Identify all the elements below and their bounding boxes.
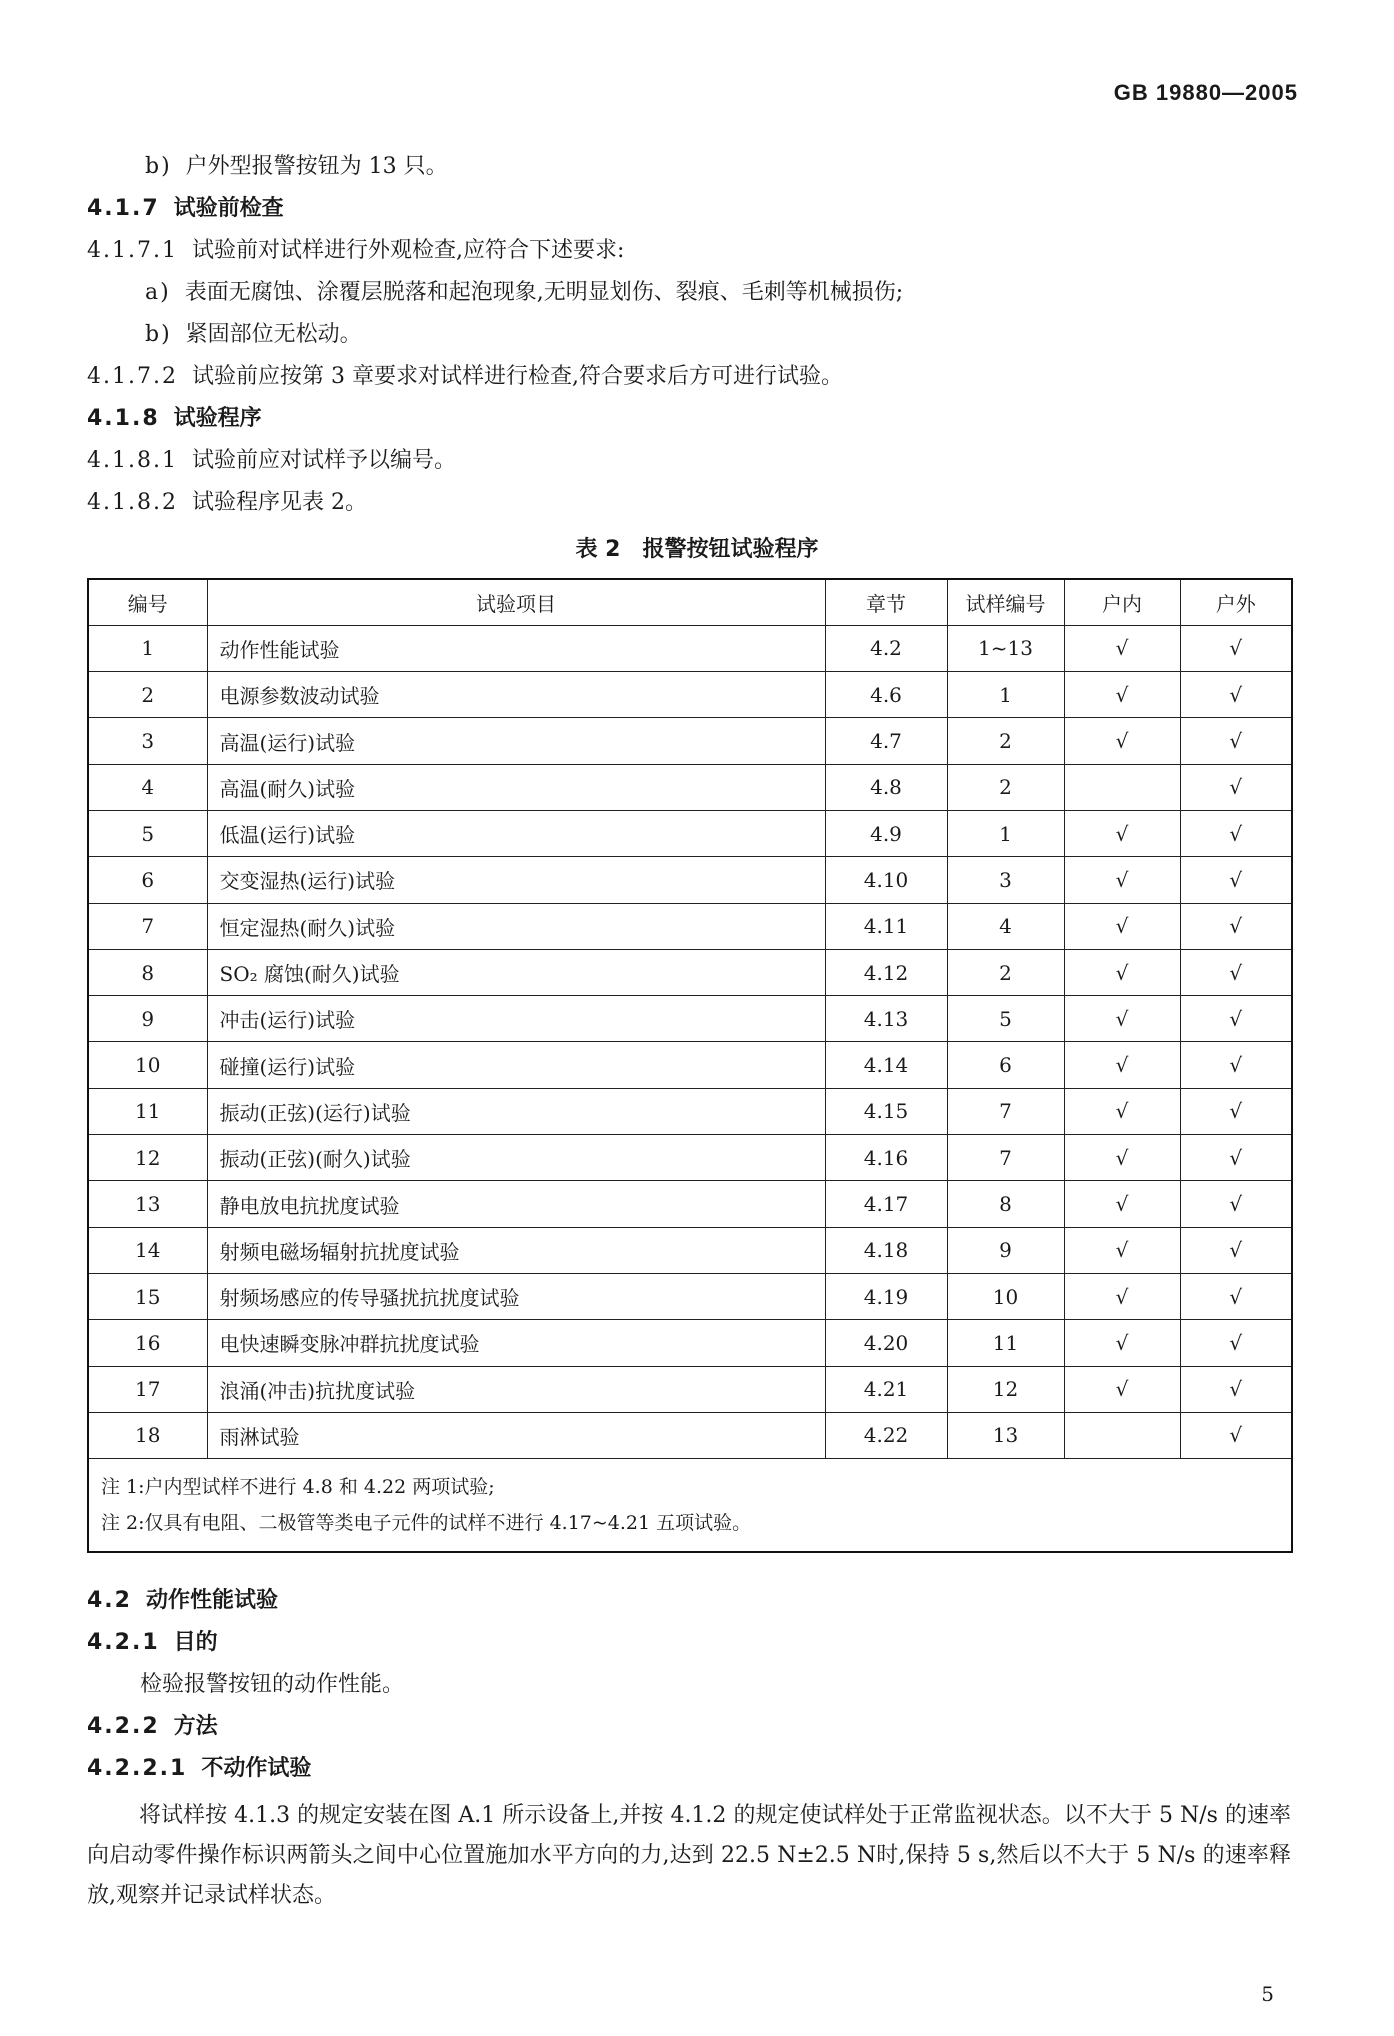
cell-no: 5 xyxy=(88,810,207,856)
cell-clause: 4.16 xyxy=(825,1135,947,1181)
cell-outdoor: √ xyxy=(1180,625,1292,671)
cell-no: 9 xyxy=(88,996,207,1042)
cell-indoor: √ xyxy=(1064,949,1180,995)
purpose-text: 检验报警按钮的动作性能。 xyxy=(140,1672,405,1697)
cell-item: 冲击(运行)试验 xyxy=(207,996,825,1042)
cell-sample-no: 8 xyxy=(947,1181,1064,1227)
cell-no: 6 xyxy=(88,857,207,903)
table-row xyxy=(88,810,1292,856)
table-row xyxy=(88,1412,1292,1458)
header-sample-no: 试样编号 xyxy=(947,579,1064,625)
cell-sample-no: 13 xyxy=(947,1412,1064,1458)
cell-item: 动作性能试验 xyxy=(207,625,825,671)
cell-item: 电源参数波动试验 xyxy=(207,672,825,718)
cell-item: 高温(运行)试验 xyxy=(207,718,825,764)
cell-indoor xyxy=(1064,764,1180,810)
cell-item: 雨淋试验 xyxy=(207,1412,825,1458)
item-num: b) xyxy=(145,154,172,179)
item-num: b) xyxy=(145,322,172,347)
cell-outdoor: √ xyxy=(1180,1227,1292,1273)
clause-text: 试验程序见表 2。 xyxy=(191,490,367,515)
cell-indoor: √ xyxy=(1064,1088,1180,1134)
cell-indoor: √ xyxy=(1064,1042,1180,1088)
table-row xyxy=(88,625,1292,671)
cell-item: 低温(运行)试验 xyxy=(207,810,825,856)
cell-outdoor: √ xyxy=(1180,764,1292,810)
cell-item: 电快速瞬变脉冲群抗扰度试验 xyxy=(207,1320,825,1366)
cell-indoor: √ xyxy=(1064,1366,1180,1412)
header-indoor: 户内 xyxy=(1064,579,1180,625)
table-row xyxy=(88,949,1292,995)
heading-text: 试验程序 xyxy=(173,406,262,431)
heading-text: 试验前检查 xyxy=(173,196,284,221)
body-paragraph: 将试样按 4.1.3 的规定安装在图 A.1 所示设备上,并按 4.1.2 的规定使试样处于正常监视状态。以不大于 5 N/s 的速率向启动零件操作标识两箭头之间中心位置施加水平方向的力,达到 22.5 N±2.5 N时,保持 5 s,然后以不大于 5 N/s 的速率释放,观察并记录试样状态。 xyxy=(87,1803,1291,1908)
cell-clause: 4.11 xyxy=(825,903,947,949)
list-item-a xyxy=(145,278,903,308)
cell-indoor: √ xyxy=(1064,996,1180,1042)
cell-no: 11 xyxy=(88,1088,207,1134)
table-notes-row xyxy=(88,1459,1292,1553)
cell-no: 2 xyxy=(88,672,207,718)
cell-sample-no: 11 xyxy=(947,1320,1064,1366)
cell-outdoor: √ xyxy=(1180,810,1292,856)
heading-4-1-7 xyxy=(87,194,284,224)
cell-indoor: √ xyxy=(1064,1135,1180,1181)
table-row xyxy=(88,903,1292,949)
cell-no: 18 xyxy=(88,1412,207,1458)
cell-outdoor: √ xyxy=(1180,996,1292,1042)
cell-sample-no: 2 xyxy=(947,718,1064,764)
header-clause: 章节 xyxy=(825,579,947,625)
table-caption: 表 2 报警按钮试验程序 xyxy=(575,537,819,562)
heading-num: 4.2 xyxy=(87,1588,132,1613)
clause-text: 试验前对试样进行外观检查,应符合下述要求: xyxy=(191,238,625,263)
cell-sample-no: 9 xyxy=(947,1227,1064,1273)
clause-num: 4.1.8.1 xyxy=(87,448,178,473)
item-text: 紧固部位无松动。 xyxy=(185,322,362,347)
header-item: 试验项目 xyxy=(207,579,825,625)
cell-sample-no: 2 xyxy=(947,949,1064,995)
table-header-row xyxy=(88,579,1292,625)
table-row xyxy=(88,1181,1292,1227)
cell-clause: 4.9 xyxy=(825,810,947,856)
cell-indoor: √ xyxy=(1064,672,1180,718)
heading-4-2-2-1 xyxy=(87,1754,311,1784)
cell-indoor: √ xyxy=(1064,903,1180,949)
cell-item: 振动(正弦)(运行)试验 xyxy=(207,1088,825,1134)
cell-no: 12 xyxy=(88,1135,207,1181)
cell-clause: 4.10 xyxy=(825,857,947,903)
cell-indoor: √ xyxy=(1064,857,1180,903)
cell-outdoor: √ xyxy=(1180,949,1292,995)
cell-sample-no: 1~13 xyxy=(947,625,1064,671)
cell-indoor: √ xyxy=(1064,1227,1180,1273)
cell-clause: 4.2 xyxy=(825,625,947,671)
cell-no: 14 xyxy=(88,1227,207,1273)
cell-item: 射频电磁场辐射抗扰度试验 xyxy=(207,1227,825,1273)
cell-no: 13 xyxy=(88,1181,207,1227)
heading-text: 动作性能试验 xyxy=(145,1588,278,1613)
note-2: 注 2:仅具有电阻、二极管等类电子元件的试样不进行 4.17~4.21 五项试验。 xyxy=(101,1512,752,1535)
cell-item: 振动(正弦)(耐久)试验 xyxy=(207,1135,825,1181)
cell-clause: 4.17 xyxy=(825,1181,947,1227)
list-item-b-outdoor xyxy=(145,152,448,182)
heading-num: 4.2.2.1 xyxy=(87,1756,188,1781)
heading-4-2-1 xyxy=(87,1628,218,1658)
table-notes xyxy=(88,1459,1292,1553)
heading-text: 目的 xyxy=(173,1630,218,1655)
clause-4-1-8-1 xyxy=(87,446,456,476)
cell-indoor xyxy=(1064,1412,1180,1458)
clause-4-1-7-2 xyxy=(87,362,843,392)
cell-clause: 4.20 xyxy=(825,1320,947,1366)
cell-item: 交变湿热(运行)试验 xyxy=(207,857,825,903)
table-row xyxy=(88,1088,1292,1134)
table-row xyxy=(88,718,1292,764)
cell-clause: 4.21 xyxy=(825,1366,947,1412)
cell-outdoor: √ xyxy=(1180,1320,1292,1366)
heading-4-1-8 xyxy=(87,404,262,434)
cell-no: 15 xyxy=(88,1273,207,1319)
cell-outdoor: √ xyxy=(1180,1181,1292,1227)
cell-clause: 4.8 xyxy=(825,764,947,810)
clause-num: 4.1.7.1 xyxy=(87,238,178,263)
cell-no: 1 xyxy=(88,625,207,671)
table-row xyxy=(88,1273,1292,1319)
standard-number: GB 19880—2005 xyxy=(1113,80,1298,105)
cell-clause: 4.15 xyxy=(825,1088,947,1134)
cell-sample-no: 7 xyxy=(947,1135,1064,1181)
cell-no: 4 xyxy=(88,764,207,810)
cell-outdoor: √ xyxy=(1180,1273,1292,1319)
heading-num: 4.1.7 xyxy=(87,196,160,221)
cell-sample-no: 6 xyxy=(947,1042,1064,1088)
cell-item: 碰撞(运行)试验 xyxy=(207,1042,825,1088)
item-num: a) xyxy=(145,280,171,305)
header-no: 编号 xyxy=(88,579,207,625)
heading-num: 4.1.8 xyxy=(87,406,160,431)
table-row xyxy=(88,764,1292,810)
cell-clause: 4.18 xyxy=(825,1227,947,1273)
cell-sample-no: 1 xyxy=(947,672,1064,718)
cell-outdoor: √ xyxy=(1180,857,1292,903)
cell-sample-no: 2 xyxy=(947,764,1064,810)
cell-no: 17 xyxy=(88,1366,207,1412)
cell-no: 3 xyxy=(88,718,207,764)
table-row xyxy=(88,1320,1292,1366)
cell-clause: 4.13 xyxy=(825,996,947,1042)
cell-clause: 4.7 xyxy=(825,718,947,764)
cell-outdoor: √ xyxy=(1180,1088,1292,1134)
heading-4-2 xyxy=(87,1586,278,1616)
cell-clause: 4.19 xyxy=(825,1273,947,1319)
cell-outdoor: √ xyxy=(1180,1412,1292,1458)
cell-item: 高温(耐久)试验 xyxy=(207,764,825,810)
clause-4-1-8-2 xyxy=(87,488,367,518)
item-text: 户外型报警按钮为 13 只。 xyxy=(185,154,448,179)
cell-sample-no: 3 xyxy=(947,857,1064,903)
cell-sample-no: 1 xyxy=(947,810,1064,856)
cell-outdoor: √ xyxy=(1180,672,1292,718)
cell-outdoor: √ xyxy=(1180,1135,1292,1181)
cell-no: 7 xyxy=(88,903,207,949)
cell-no: 8 xyxy=(88,949,207,995)
cell-sample-no: 10 xyxy=(947,1273,1064,1319)
cell-outdoor: √ xyxy=(1180,1042,1292,1088)
cell-outdoor: √ xyxy=(1180,718,1292,764)
header-outdoor: 户外 xyxy=(1180,579,1292,625)
heading-text: 不动作试验 xyxy=(201,1756,312,1781)
cell-item: 恒定湿热(耐久)试验 xyxy=(207,903,825,949)
cell-clause: 4.12 xyxy=(825,949,947,995)
clause-text: 试验前应对试样予以编号。 xyxy=(191,448,456,473)
item-text: 表面无腐蚀、涂覆层脱落和起泡现象,无明显划伤、裂痕、毛刺等机械损伤; xyxy=(184,280,904,305)
table-row xyxy=(88,857,1292,903)
cell-indoor: √ xyxy=(1064,1273,1180,1319)
cell-outdoor: √ xyxy=(1180,1366,1292,1412)
cell-indoor: √ xyxy=(1064,718,1180,764)
clause-num: 4.1.7.2 xyxy=(87,364,178,389)
cell-no: 16 xyxy=(88,1320,207,1366)
heading-text: 方法 xyxy=(173,1714,218,1739)
cell-outdoor: √ xyxy=(1180,903,1292,949)
cell-indoor: √ xyxy=(1064,1320,1180,1366)
test-procedure-table xyxy=(87,578,1293,1553)
clause-text: 试验前应按第 3 章要求对试样进行检查,符合要求后方可进行试验。 xyxy=(191,364,843,389)
cell-item: 静电放电抗扰度试验 xyxy=(207,1181,825,1227)
cell-item: 射频场感应的传导骚扰抗扰度试验 xyxy=(207,1273,825,1319)
table-row xyxy=(88,1227,1292,1273)
note-1: 注 1:户内型试样不进行 4.8 和 4.22 两项试验; xyxy=(101,1476,495,1499)
cell-indoor: √ xyxy=(1064,810,1180,856)
page-number: 5 xyxy=(1261,1982,1274,2006)
heading-num: 4.2.2 xyxy=(87,1714,160,1739)
clause-num: 4.1.8.2 xyxy=(87,490,178,515)
table-row xyxy=(88,672,1292,718)
clause-4-1-7-1 xyxy=(87,236,624,266)
cell-sample-no: 7 xyxy=(947,1088,1064,1134)
cell-sample-no: 4 xyxy=(947,903,1064,949)
cell-no: 10 xyxy=(88,1042,207,1088)
cell-sample-no: 5 xyxy=(947,996,1064,1042)
table-row xyxy=(88,1366,1292,1412)
cell-clause: 4.6 xyxy=(825,672,947,718)
heading-4-2-2 xyxy=(87,1712,218,1742)
table-row xyxy=(88,1135,1292,1181)
heading-num: 4.2.1 xyxy=(87,1630,160,1655)
cell-sample-no: 12 xyxy=(947,1366,1064,1412)
cell-clause: 4.14 xyxy=(825,1042,947,1088)
table-row xyxy=(88,996,1292,1042)
cell-item: 浪涌(冲击)抗扰度试验 xyxy=(207,1366,825,1412)
cell-indoor: √ xyxy=(1064,1181,1180,1227)
cell-indoor: √ xyxy=(1064,625,1180,671)
cell-clause: 4.22 xyxy=(825,1412,947,1458)
list-item-b xyxy=(145,320,362,350)
cell-item: SO₂ 腐蚀(耐久)试验 xyxy=(207,949,825,995)
table-row xyxy=(88,1042,1292,1088)
